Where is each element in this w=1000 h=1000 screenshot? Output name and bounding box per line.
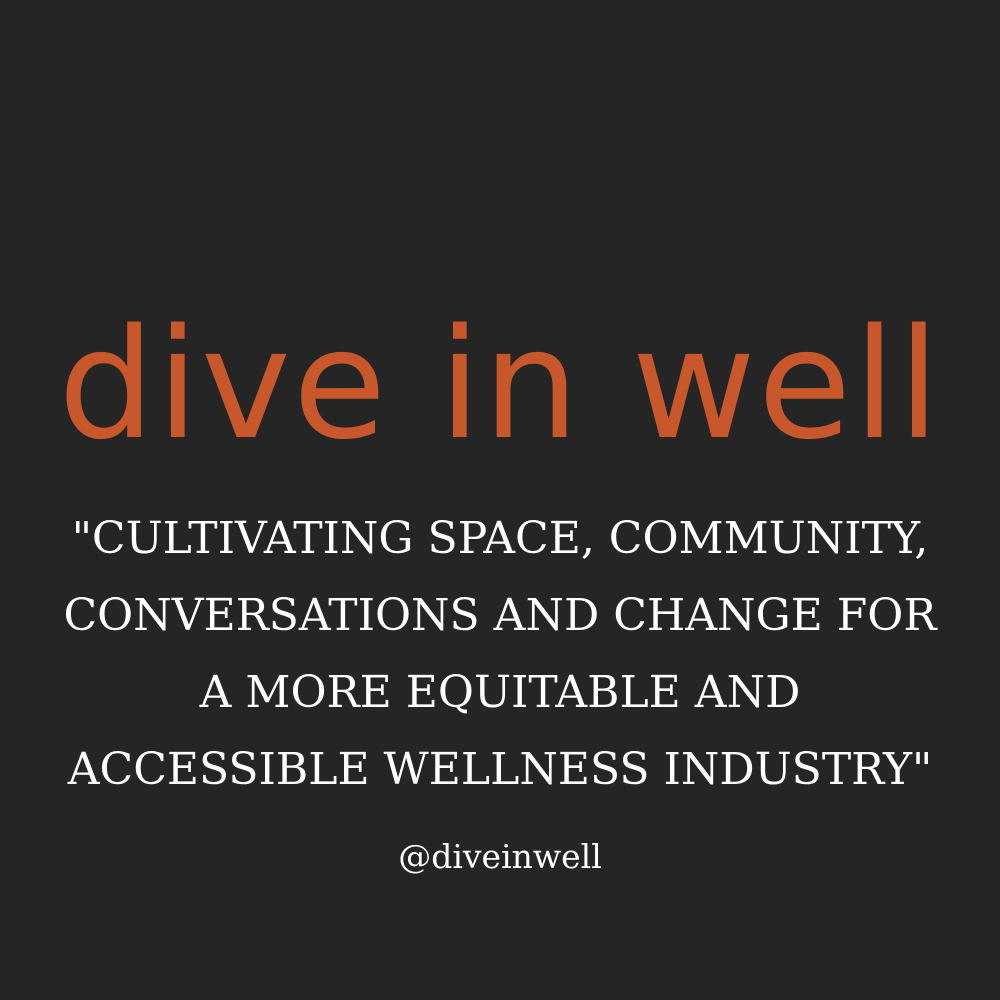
mission-quote (20, 500, 980, 808)
quote-line: A MORE EQUITABLE AND (199, 667, 801, 718)
quote-line: CONVERSATIONS AND CHANGE FOR (63, 590, 937, 641)
brand-title: dive in well (58, 296, 942, 473)
social-handle: @diveinwell (398, 837, 602, 876)
quote-line: ACCESSIBLE WELLNESS INDUSTRY" (67, 744, 933, 795)
quote-line: "CULTIVATING SPACE, COMMUNITY, (71, 513, 929, 564)
